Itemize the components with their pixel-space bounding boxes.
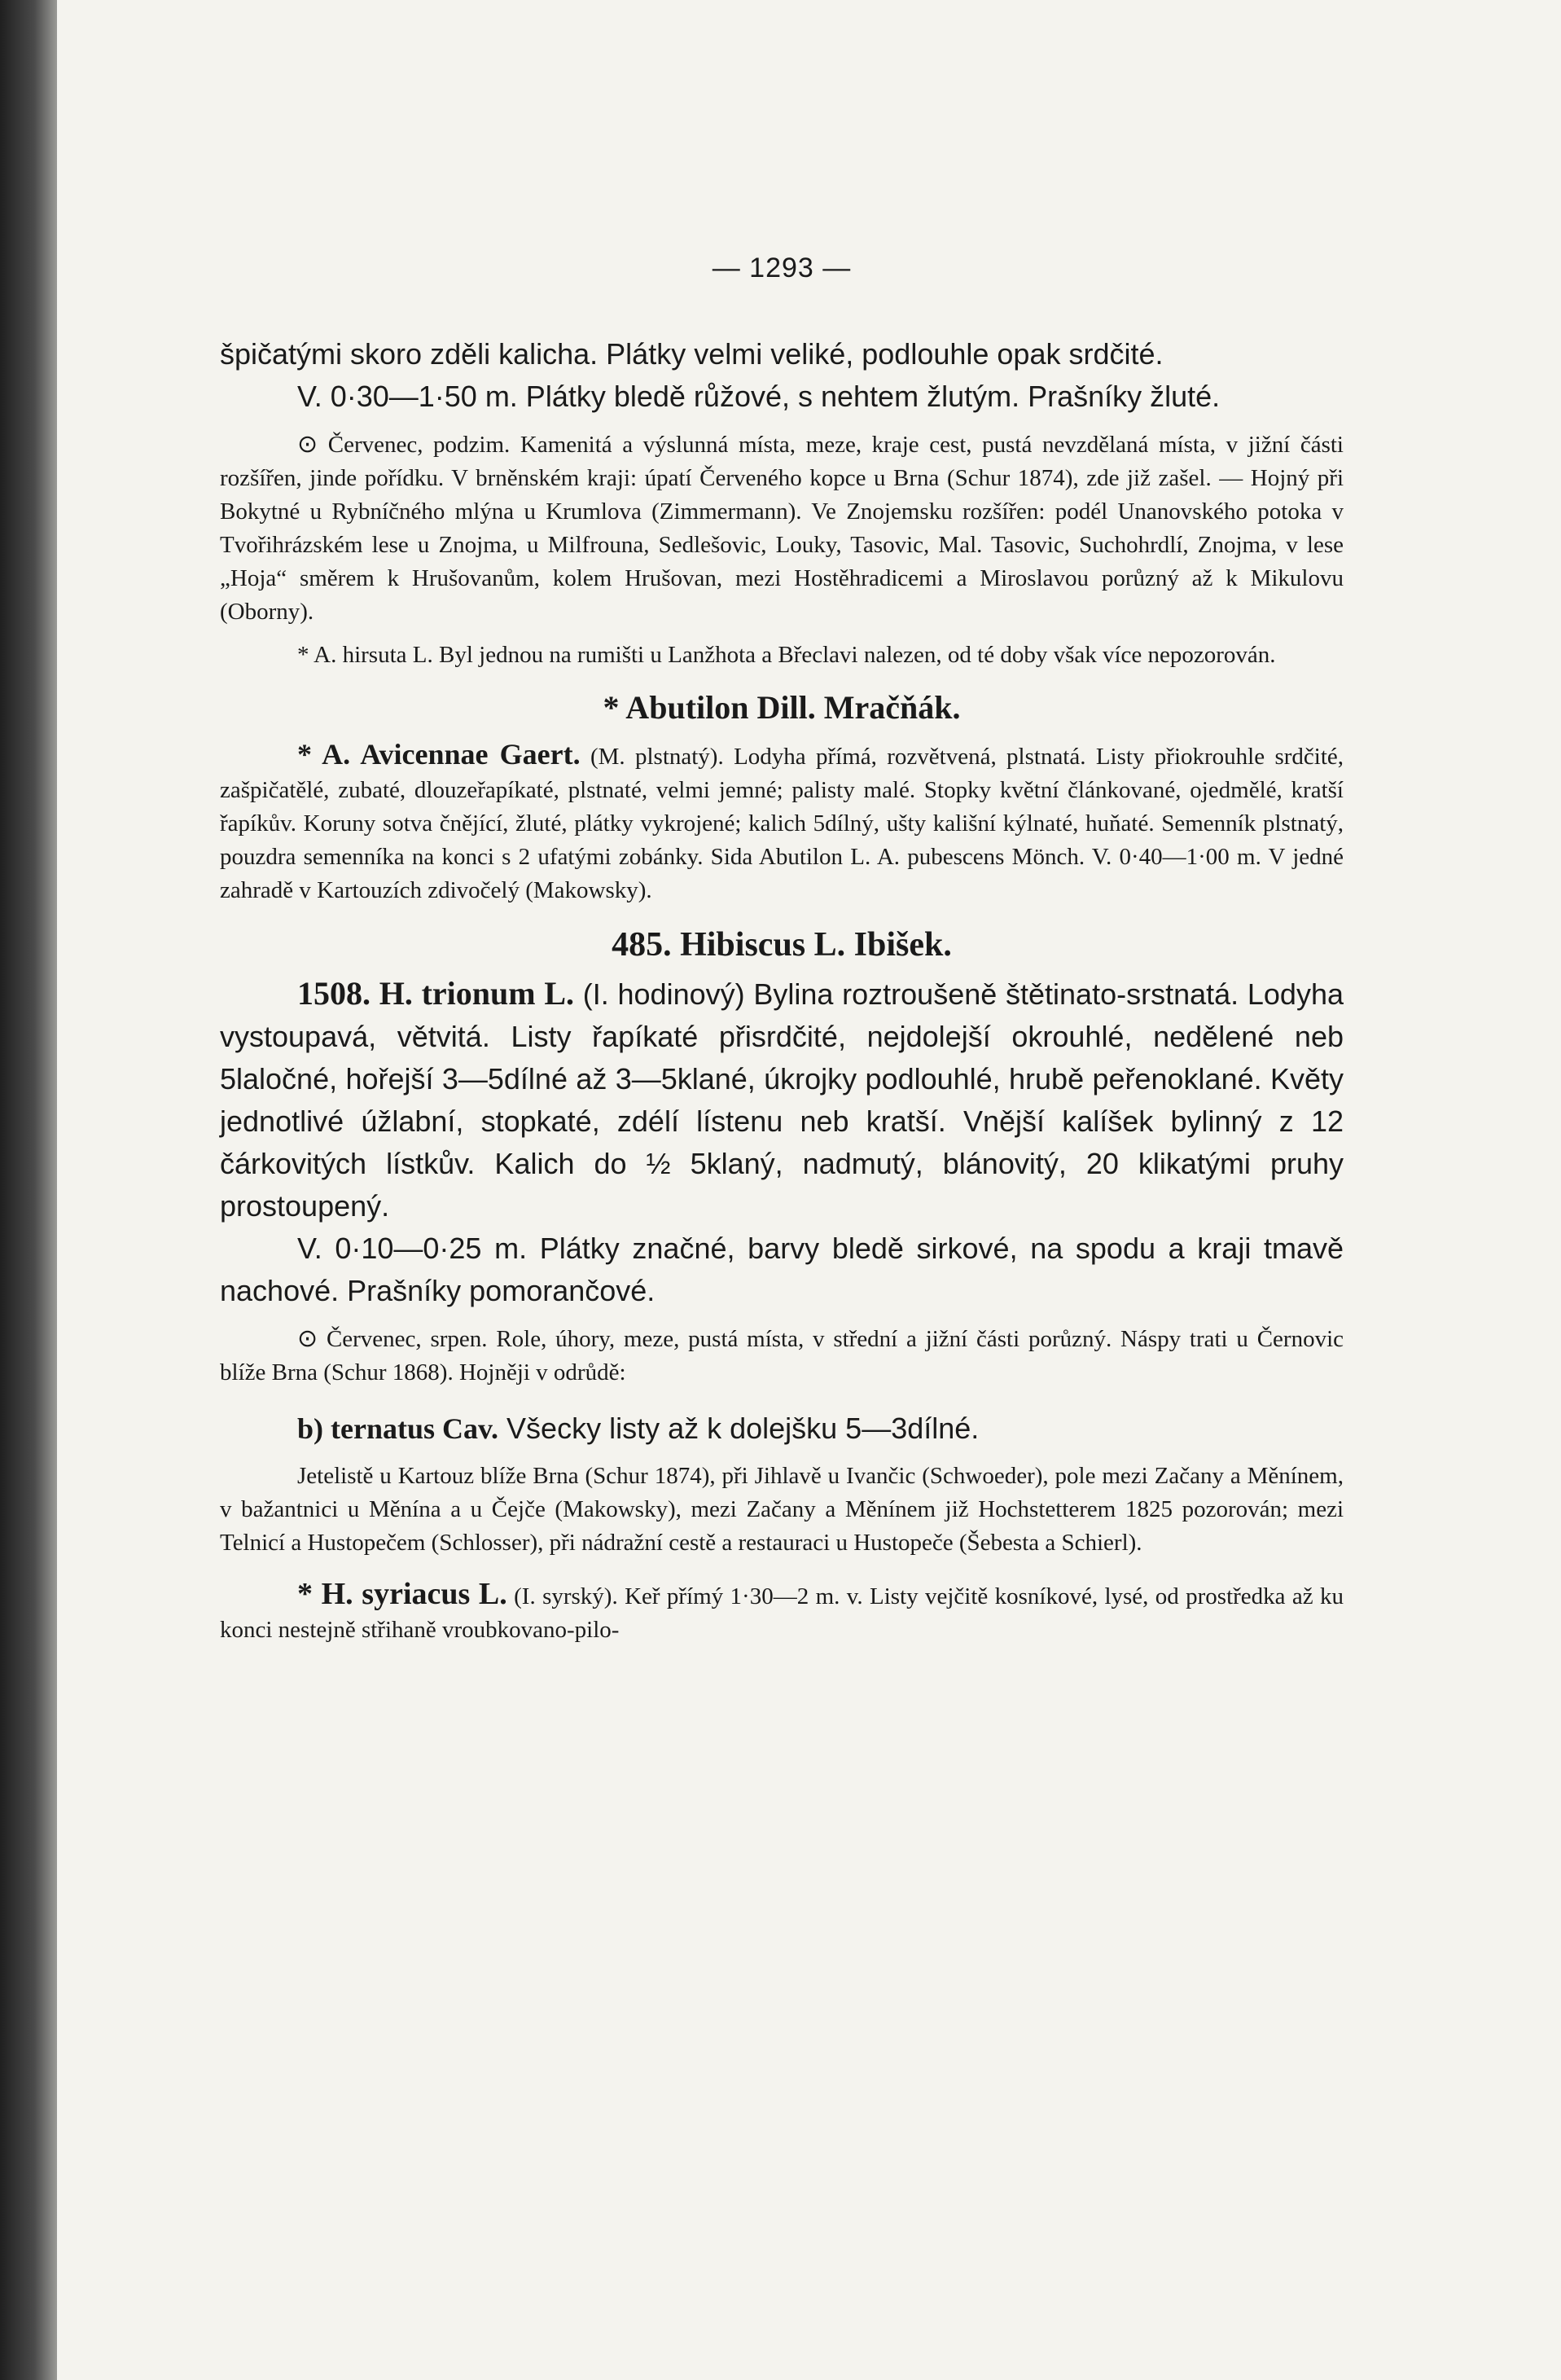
paragraph-petals-shape: špičatými skoro zděli kalicha. Plátky velmi veliké, podlouhle opak srdčité. <box>220 337 1164 371</box>
paragraph-hirsuta: * A. hirsuta L. Byl jednou na rumišti u Lanžhota a Břeclavi nalezen, od té doby však více nepozorován. <box>297 642 1276 668</box>
paragraph-distribution-1 <box>220 428 1344 629</box>
variety-label-ternatus: b) ternatus Cav. <box>297 1412 499 1445</box>
trionum-description: (I. hodinový) Bylina roztroušeně štětinato-srstnatá. Lodyha vystoupavá, větvitá. Listy řapíkaté přisrdčité, nejdolejší okrouhlé, nedělené neb 5laločné, hořejší 3—5dílné až 3—5klané, úkrojky podlouhlé, hrubě peřenoklané. Květy jednotlivé úžlabní, stopkaté, zdélí lístenu neb kratší. Vnější kalíšek bylinný z 12 čárkovitých lístkův. Kalich do ½ 5klaný, nadmutý, blánovitý, 20 klikatými pruhy prostoupený. <box>220 977 1344 1223</box>
species-name-syriacus: * H. syriacus L. <box>297 1577 507 1611</box>
paragraph-trionum-height: V. 0·10—0·25 m. Plátky značné, barvy bledě sirkové, na spodu a kraji tmavě nachové. Prašníky pomorančové. <box>220 1232 1344 1307</box>
paragraph-hibiscus-trionum <box>220 973 1344 1227</box>
book-page <box>57 0 1561 2380</box>
species-name-avicennae: * A. Avicennae Gaert. <box>297 738 581 771</box>
ternatus-description: Všecky listy až k dolejšku 5—3dílné. <box>506 1412 980 1445</box>
page-text <box>220 252 1344 1647</box>
species-name-trionum: H. trionum L. <box>379 975 575 1012</box>
distribution-text-2: Červenec, srpen. Role, úhory, meze, pustá místa, v střední a jižní části porůzný. Náspy trati u Černovic blíže Brna (Schur 1868). Hojněji v odrůdě: <box>220 1326 1344 1385</box>
genus-heading-hibiscus: 485. Hibiscus L. Ibišek. <box>612 926 952 964</box>
distribution-text-1: Červenec, podzim. Kamenitá a výslunná místa, meze, kraje cest, pustá nevzdělaná místa, v jižní části rozšířen, jinde pořídku. V brněnském kraji: úpatí Červeného kopce u Brna (Schur 1874), zde již zašel. — Hojný při Bokytné u Rybníčného mlýna u Krumlova (Zimmermann). Ve Znojemsku rozšířen: podél Unanovského potoka v Tvořihrázském lese u Znojma, u Milfrouna, Sedlešovic, Louky, Tasovic, Mal. Tasovic, Suchohrdlí, Znojma, v lese „Hoja“ směrem k Hrušovanům, kolem Hrušovan, mezi Hostěhradicemi a Miroslavou porůzný až k Mikulovu (Oborny). <box>220 432 1344 625</box>
annual-symbol-icon: ⊙ <box>297 430 318 459</box>
avicennae-description: (M. plstnatý). Lodyha přímá, rozvětvená, plstnatá. Listy přiokrouhle srdčité, zašpičatělé, zubaté, dlouzeřapíkaté, plstnaté, velmi jemné; palisty malé. Stopky květní článkované, ojedmělé, kratší řapíkův. Koruny sotva čnějící, žluté, plátky vykrojené; kalich 5dílný, ušty kališní kýlnaté, huňaté. Semenník plstnatý, pouzdra semenníka na konci s 2 ufatými zobánky. Sida Abutilon L. A. pubescens Mönch. V. 0·40—1·00 m. V jedné zahradě v Kartouzích zdivočelý (Makowsky). <box>220 744 1344 903</box>
binding-gutter <box>0 0 57 2380</box>
paragraph-distribution-2 <box>220 1322 1344 1390</box>
paragraph-height-petals: V. 0·30—1·50 m. Plátky bledě růžové, s nehtem žlutým. Prašníky žluté. <box>297 380 1221 413</box>
page-number: — 1293 — <box>712 252 852 283</box>
paragraph-abutilon-avicennae <box>220 738 1344 907</box>
syriacus-description: (I. syrský). Keř přímý 1·30—2 m. v. Listy vejčitě kosníkové, lysé, od prostředka až ku konci nestejně střihaně vroubkovano-pilo- <box>220 1583 1344 1643</box>
paragraph-hibiscus-syriacus <box>220 1578 1344 1647</box>
genus-heading-abutilon: * Abutilon Dill. Mračňák. <box>603 689 961 726</box>
annual-symbol-icon: ⊙ <box>297 1324 318 1353</box>
species-number-1508: 1508. <box>297 975 371 1012</box>
paragraph-variety-ternatus <box>220 1407 1344 1450</box>
paragraph-ternatus-localities: Jetelistě u Kartouz blíže Brna (Schur 1874), při Jihlavě u Ivančic (Schwoeder), pole mezi Začany a Měnínem, v bažantnici u Měnína a u Čejče (Makowsky), mezi Začany a Měnínem již Hochstetterem 1825 pozorován; mezi Telnicí a Hustopečem (Schlosser), při nádražní cestě a restauraci u Hustopeče (Šebesta a Schierl). <box>220 1463 1344 1556</box>
